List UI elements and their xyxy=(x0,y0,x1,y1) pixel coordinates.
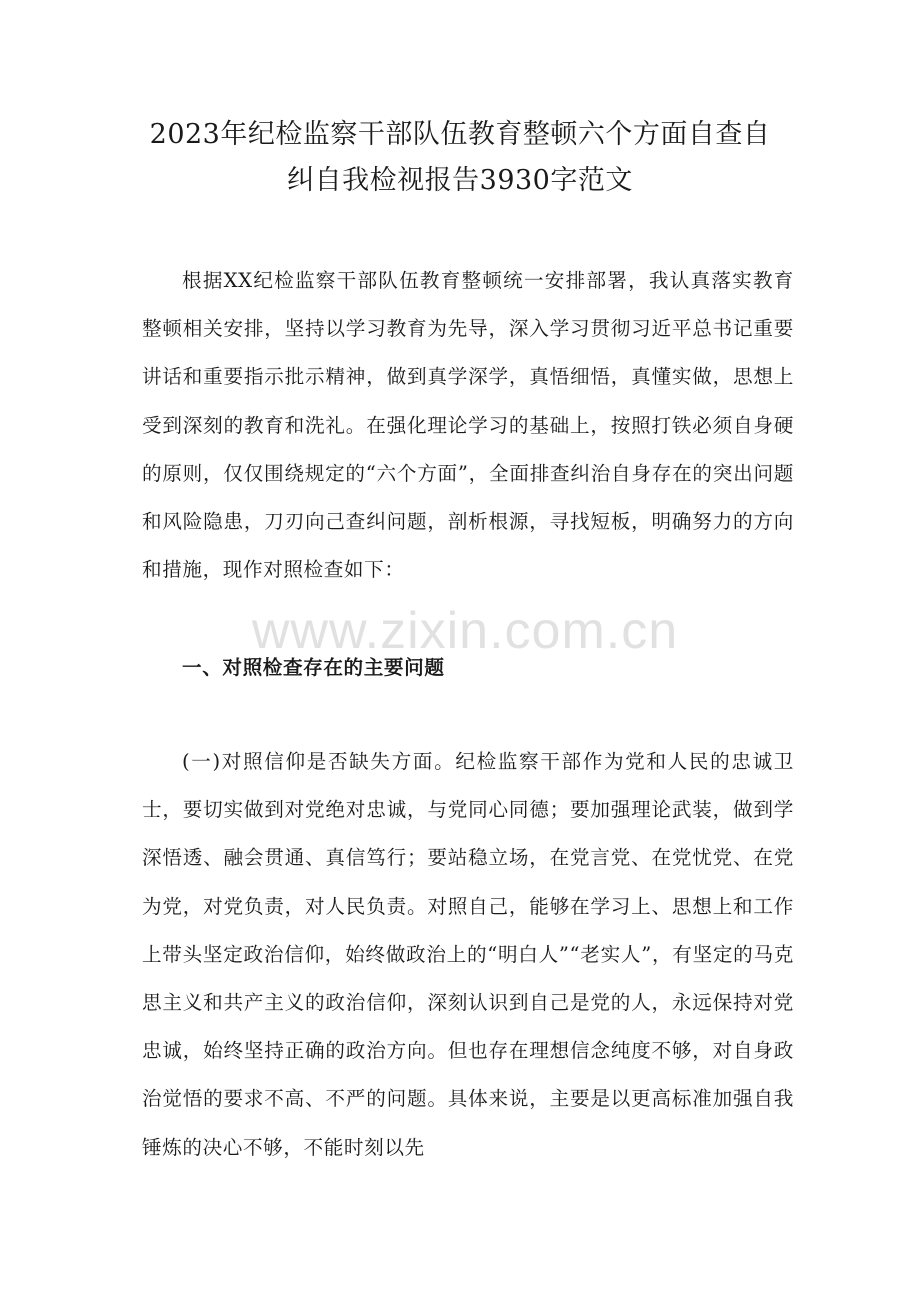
section-heading-1: 一、对照检查存在的主要问题 xyxy=(182,656,445,679)
document-title xyxy=(120,112,800,204)
title-line-2: 纠自我检视报告3930字范文 xyxy=(287,165,633,196)
item-1-paragraph: (一)对照信仰是否缺失方面。纪检监察干部作为党和人民的忠诚卫士，要切实做到对党绝对忠诚，与党同心同德；要加强理论武装，做到学深悟透、融会贯通、真信笃行；要站稳立场，在党言党、在党忧党、在党为党，对党负责，对人民负责。对照自己，能够在学习上、思想上和工作上带头坚定政治信仰，始终做政治上的“明白人”“老实人”，有坚定的马克思主义和共产主义的政治信仰，深刻认识到自己是党的人，永远保持对党忠诚，始终坚持正确的政治方向。但也存在理想信念纯度不够，对自身政治觉悟的要求不高、不严的问题。具体来说，主要是以更高标准加强自我锤炼的决心不够，不能时刻以先 xyxy=(142,750,794,1159)
title-line-1: 2023年纪检监察干部队伍教育整顿六个方面自查自 xyxy=(149,119,771,150)
watermark: www.zixin.com.cn xyxy=(251,602,679,660)
intro-paragraph: 根据XX纪检监察干部队伍教育整顿统一安排部署，我认真落实教育整顿相关安排，坚持以学习教育为先导，深入学习贯彻习近平总书记重要讲话和重要指示批示精神，做到真学深学，真悟细悟，真懂实做，思想上受到深刻的教育和洗礼。在强化理论学习的基础上，按照打铁必须自身硬的原则，仅仅围绕规定的“六个方面”，全面排查纠治自身存在的突出问题和风险隐患，刀刃向己查纠问题，剖析根源，寻找短板，明确努力的方向和措施，现作对照检查如下： xyxy=(142,269,794,582)
